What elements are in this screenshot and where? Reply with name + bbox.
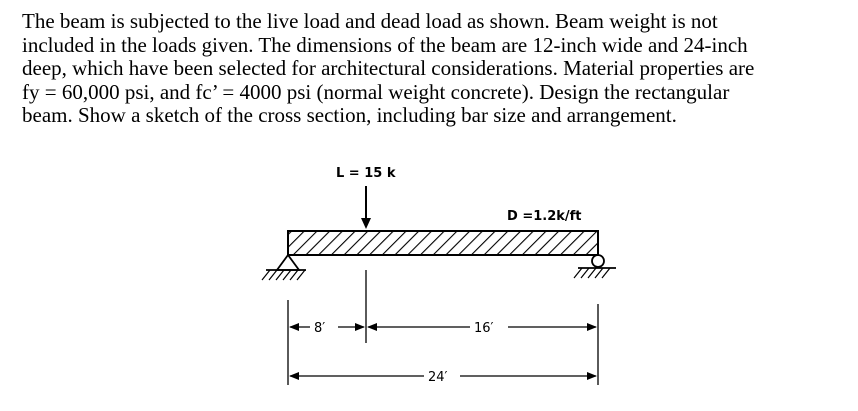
problem-line-4: fy = 60,000 psi, and fc’ = 4000 psi (normal weight concrete). Design the rectangular bbox=[22, 79, 730, 104]
dim-16ft-label: 16′ bbox=[474, 321, 494, 336]
point-load-arrow bbox=[361, 186, 371, 229]
dead-load-label: D =1.2k/ft bbox=[507, 209, 582, 224]
dim-8ft-label: 8′ bbox=[314, 321, 326, 336]
problem-line-3: deep, which have been selected for architectural considerations. Material properties are bbox=[22, 56, 755, 80]
dim-24ft-label: 24′ bbox=[428, 370, 448, 385]
problem-line-1: The beam is subjected to the live load and dead load as shown. Beam weight is not bbox=[22, 9, 718, 33]
live-load-label: L = 15 k bbox=[336, 166, 396, 181]
dimension-8ft bbox=[289, 323, 365, 331]
problem-line-2: included in the loads given. The dimensions of the beam are 12-inch wide and 24-inch bbox=[22, 32, 748, 57]
pin-support bbox=[262, 255, 306, 280]
roller-support bbox=[574, 255, 616, 278]
beam bbox=[288, 231, 598, 255]
problem-line-5: beam. Show a sketch of the cross section, including bar size and arrangement. bbox=[22, 103, 677, 127]
